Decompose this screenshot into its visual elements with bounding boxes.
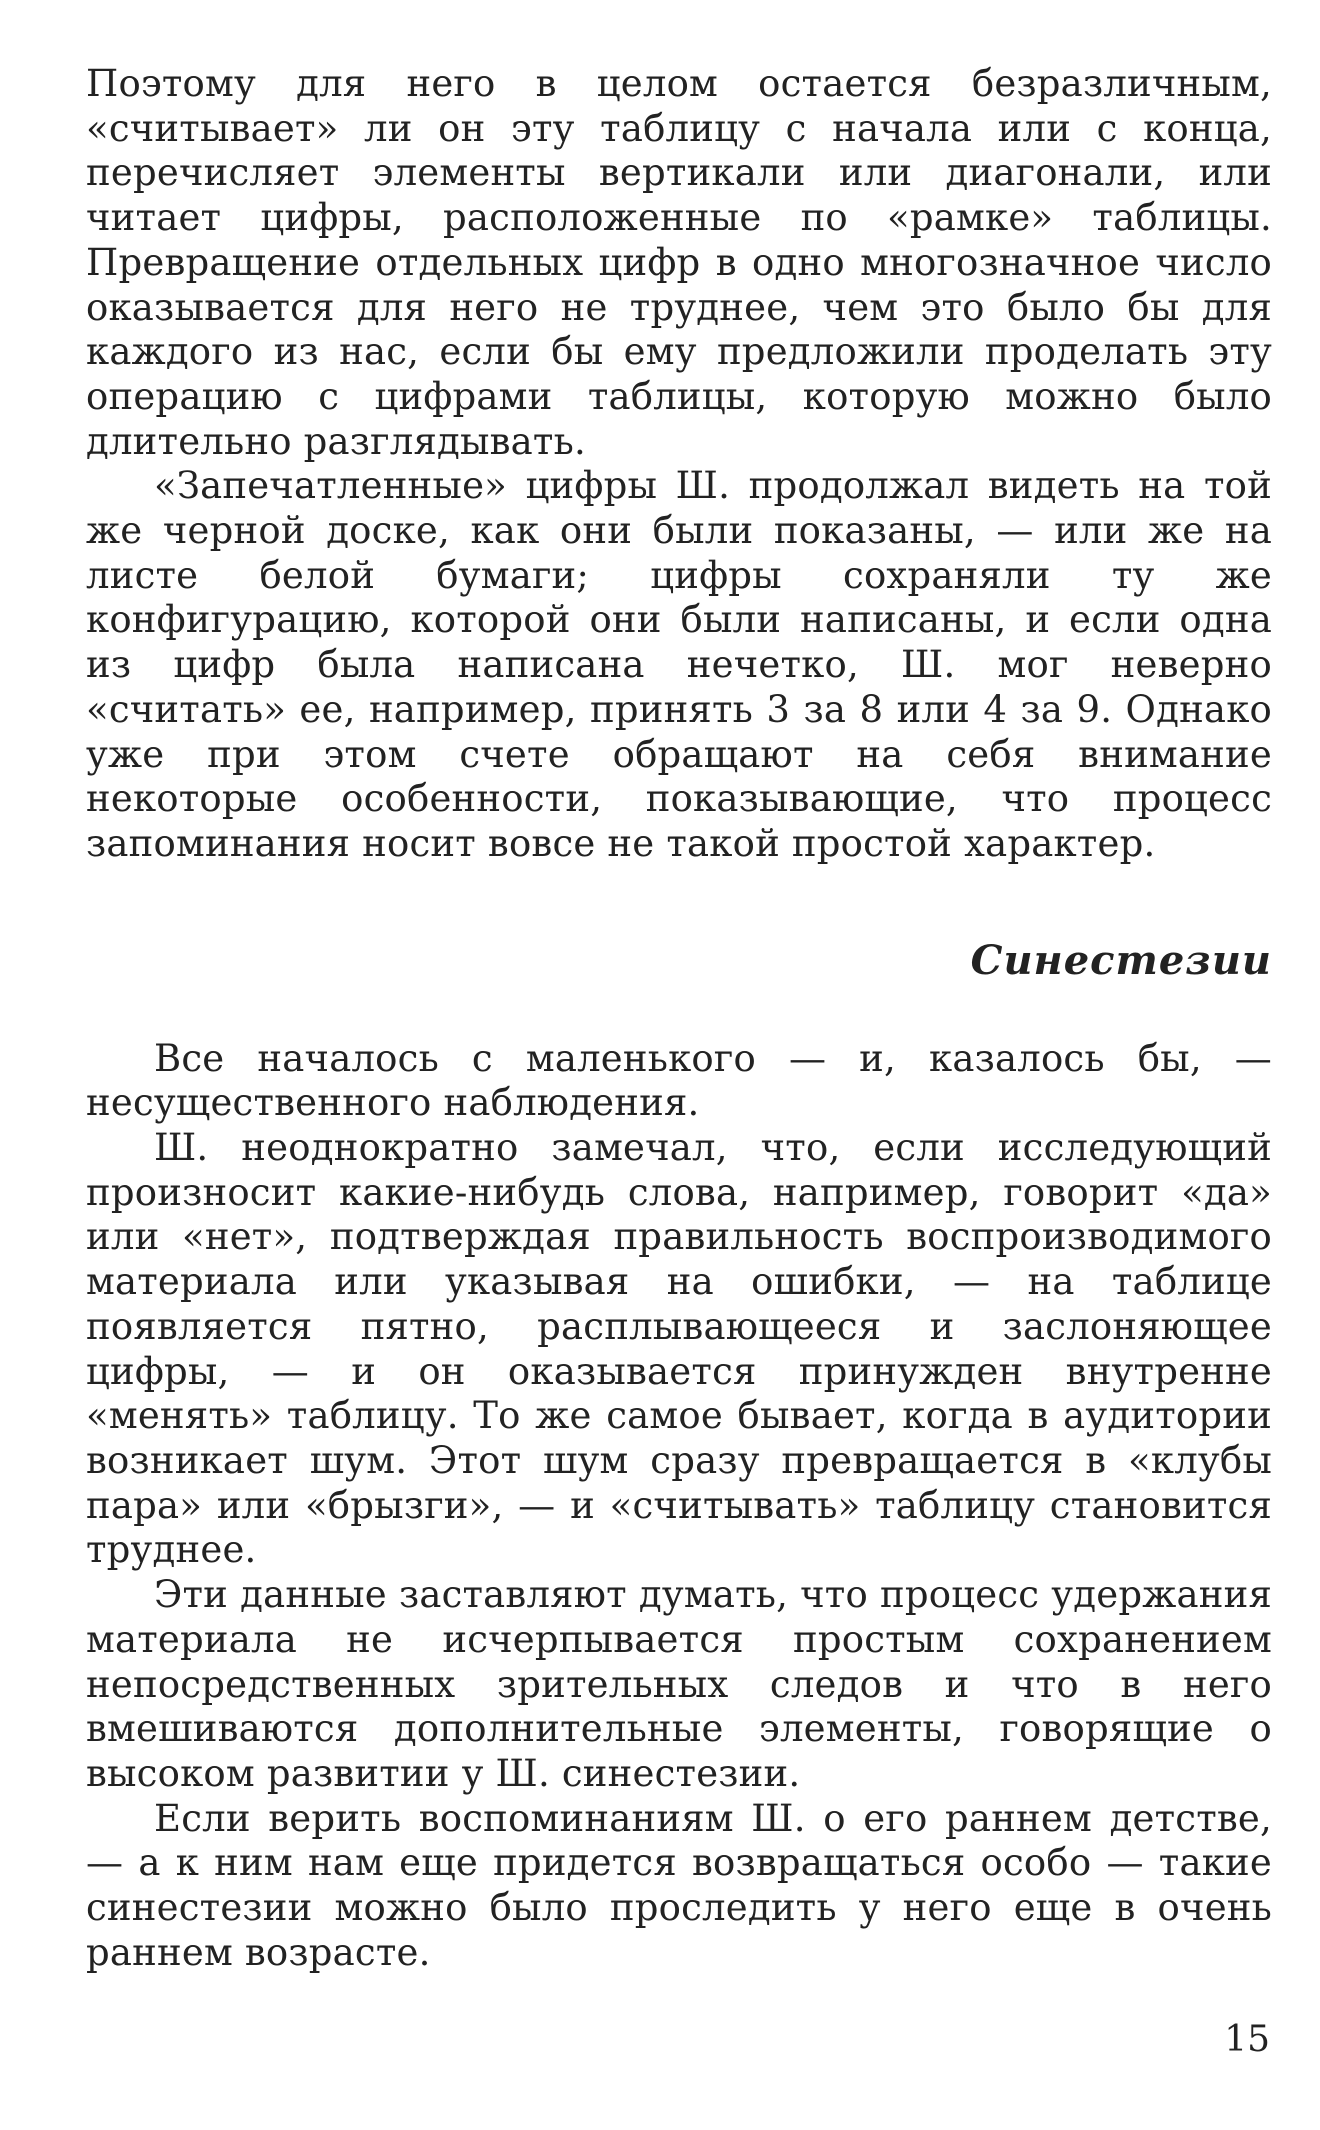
paragraph-bottom-3: Эти данные заставляют думать, что процесс удержания материала не исчерпывается простым сохранением непосредственных зрительных следов и что в него вмешиваются дополнительные элементы, говорящие о высоком развитии у Ш. синестезии. — [86, 1573, 1272, 1795]
paragraph-bottom-1: Все началось с маленького — и, казалось бы, — несущественного наблюдения. — [86, 1036, 1272, 1125]
paragraph-top-1: Поэтому для него в целом остается безразличным, «считывает» ли он эту таблицу с начала или с конца, перечисляет элементы вертикали или диагонали, или читает цифры, расположенные по «рамке» таблицы. Превращение отдельных цифр в одно многозначное число оказывается для него не труднее, чем это было бы для каждого из нас, если бы ему предложили проделать эту операцию с цифрами таблицы, которую можно было длительно разглядывать. — [86, 62, 1272, 463]
paragraph-top-2: «Запечатленные» цифры Ш. продолжал видеть на той же черной доске, как они были показаны, — или же на листе белой бумаги; цифры сохраняли ту же конфигурацию, которой они были написаны, и если одна из цифр была написана нечетко, Ш. мог неверно «считать» ее, например, принять 3 за 8 или 4 за 9. Однако уже при этом счете обращают на себя внимание некоторые особенности, показывающие, что процесс запоминания носит вовсе не такой простой характер. — [86, 464, 1272, 865]
page-number: 15 — [1224, 2019, 1270, 2060]
page-body — [86, 62, 1272, 1975]
paragraph-bottom-2: Ш. неоднократно замечал, что, если исследующий произносит какие-нибудь слова, например, говорит «да» или «нет», подтверждая правильность воспроизводимого материала или указывая на ошибки, — на таблице появляется пятно, расплывающееся и заслоняющее цифры, — и он оказывается принужден внутренне «менять» таблицу. То же самое бывает, когда в аудитории возникает шум. Этот шум сразу превращается в «клубы пара» или «брызги», — и «считывать» таблицу становится труднее. — [86, 1126, 1272, 1572]
section-title: Синестезии — [970, 936, 1272, 984]
paragraph-bottom-4: Если верить воспоминаниям Ш. о его раннем детстве, — а к ним нам еще придется возвращаться особо — такие синестезии можно было проследить у него еще в очень раннем возрасте. — [86, 1796, 1272, 1974]
